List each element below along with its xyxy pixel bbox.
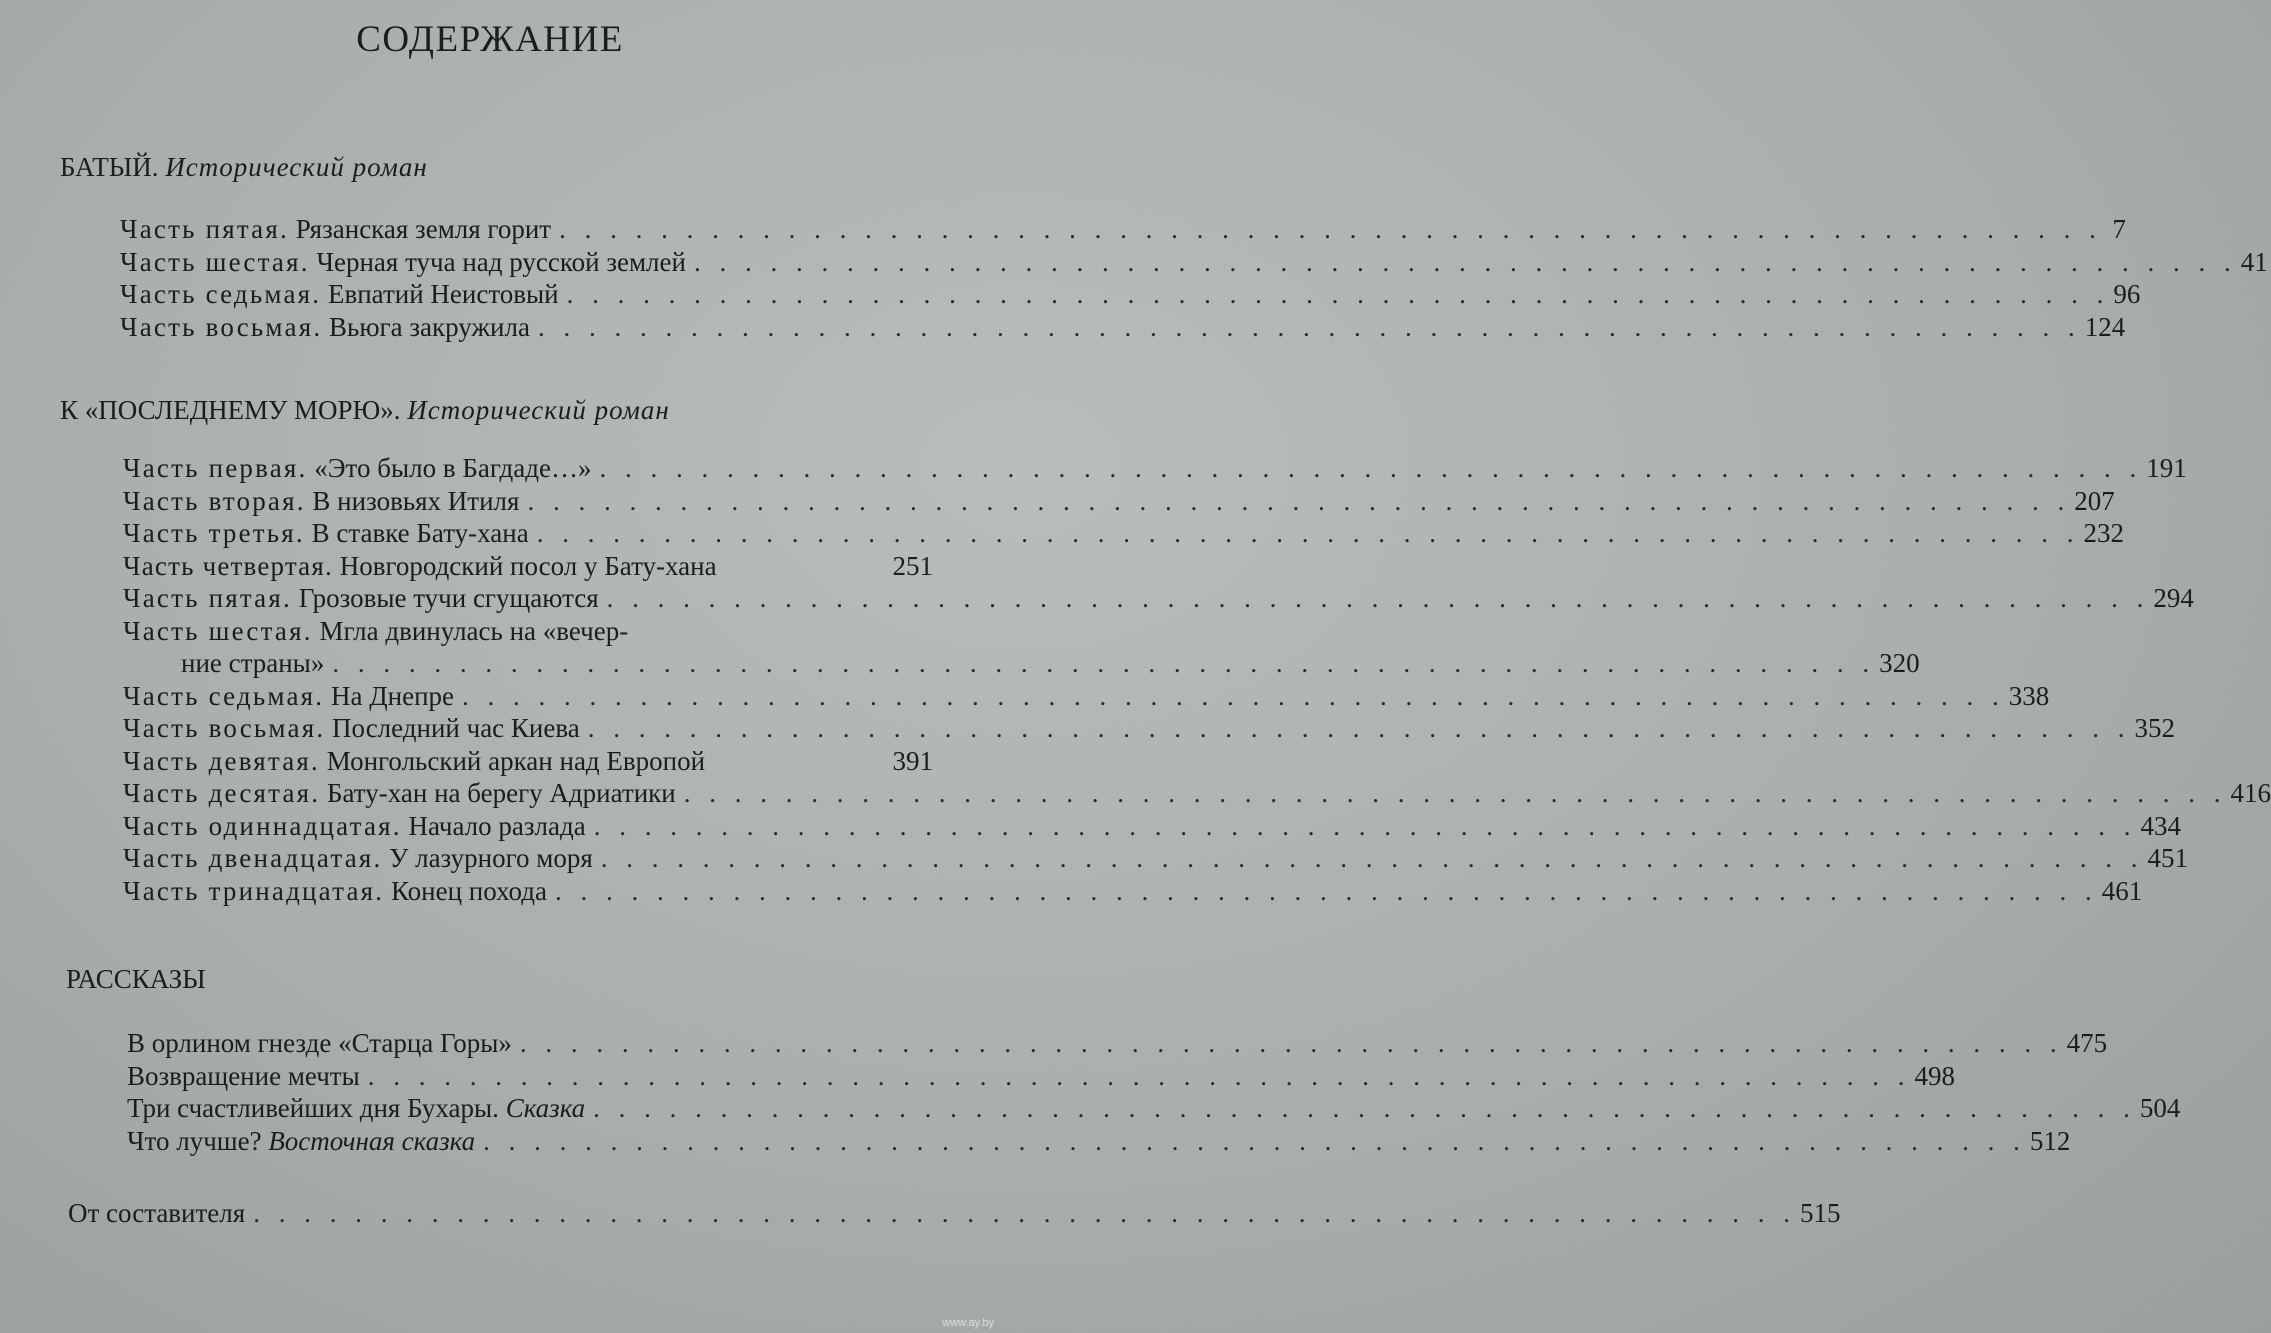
page-number: 498: [1914, 1060, 1955, 1091]
page-number: 320: [1879, 648, 1920, 678]
part-label: Часть вторая.: [123, 485, 306, 516]
part-label: Часть третья.: [123, 518, 305, 548]
part-label: Часть шестая.: [120, 246, 310, 277]
toc-entry[interactable]: [127, 1125, 2071, 1158]
entry-title: Последний час Киева: [332, 713, 580, 743]
page-number: 338: [2008, 680, 2050, 711]
part-label: Часть первая.: [123, 453, 308, 483]
dot-leader: . . . . . . . . . . . . . . . . . . . . . . . . . . . . . . . . . . . . . . . . . . . . . . . . . . . . . . . . . . . . .: [683, 778, 2227, 808]
page-title: СОДЕРЖАНИЕ: [356, 19, 624, 60]
part-label: Часть одиннадцатая.: [123, 810, 402, 841]
section-title: БАТЫЙ.: [60, 152, 159, 182]
section-entries-poslednemu-moryu: [123, 452, 2271, 907]
toc-entry[interactable]: [123, 582, 2194, 615]
toc-entry[interactable]: [123, 517, 2124, 550]
toc-entry[interactable]: [123, 712, 2175, 745]
entry-title: Бату-хан на берегу Адриатики: [327, 778, 676, 808]
page-number: 434: [2140, 810, 2181, 841]
part-label: Часть шестая.: [123, 615, 313, 646]
toc-entry[interactable]: [123, 550, 933, 583]
dot-leader: . . . . . . . . . . . . . . . . . . . . . . . . . . . . . . . . . . . . . . . . . . . . . . . . . . . . . . . . . . . . .: [332, 648, 1876, 678]
dot-leader: . . . . . . . . . . . . . . . . . . . . . . . . . . . . . . . . . . . . . . . . . . . . . . . . . . . . . . . . . . . . .: [593, 1093, 2136, 1123]
page-number: 391: [892, 745, 933, 776]
toc-entry[interactable]: [123, 615, 933, 648]
part-label: Часть четвертая.: [123, 550, 333, 581]
section-heading-rasskazy: [66, 962, 206, 996]
entry-title: Новгородский посол у Бату-хана: [339, 550, 717, 581]
section-title: РАССКАЗЫ: [66, 964, 206, 994]
entry-title: Рязанская земля горит: [295, 214, 552, 244]
part-label: Часть девятая.: [123, 745, 320, 776]
dot-leader: . . . . . . . . . . . . . . . . . . . . . . . . . . . . . . . . . . . . . . . . . . . . . . . . . . . . . . . . . . . . .: [462, 680, 2005, 711]
section-entries-rasskazy: [127, 1027, 2181, 1157]
page-number: 475: [2066, 1028, 2108, 1058]
toc-entry[interactable]: [127, 1027, 2108, 1060]
toc-entry[interactable]: [127, 1092, 2181, 1125]
entry-title: От составителя: [68, 1198, 246, 1228]
page-number: 515: [1799, 1198, 1841, 1228]
toc-entry-continuation[interactable]: [123, 647, 1920, 680]
page-number: 191: [2146, 453, 2187, 483]
toc-entry[interactable]: [123, 842, 2189, 875]
dot-leader: . . . . . . . . . . . . . . . . . . . . . . . . . . . . . . . . . . . . . . . . . . . . . . . . . . . . . . . . . . . . .: [599, 453, 2143, 483]
dot-leader: . . . . . . . . . . . . . . . . . . . . . . . . . . . . . . . . . . . . . . . . . . . . . . . . . . . . . . . . . . . . .: [483, 1125, 2026, 1156]
part-label: Часть пятая.: [123, 583, 292, 613]
entry-title: Начало разлада: [408, 810, 586, 841]
toc-entry[interactable]: [120, 213, 2126, 246]
entry-title: Возвращение мечты: [127, 1060, 360, 1091]
page-number: 7: [2112, 214, 2126, 244]
section-subtitle: Исторический роман: [407, 395, 670, 425]
toc-entry[interactable]: [123, 875, 2143, 908]
toc-entry[interactable]: [120, 246, 2268, 279]
toc-entry[interactable]: [127, 1060, 1955, 1093]
part-label: Часть седьмая.: [123, 680, 325, 711]
part-label: Часть седьмая.: [120, 279, 322, 309]
entry-title: У лазурного моря: [389, 843, 593, 873]
entry-title: Черная туча над русской землей: [316, 246, 686, 277]
dot-leader: . . . . . . . . . . . . . . . . . . . . . . . . . . . . . . . . . . . . . . . . . . . . . . . . . . . . . . . . . . . . .: [536, 518, 2080, 548]
page-number: 512: [2029, 1125, 2071, 1156]
part-label: Часть десятая.: [123, 778, 321, 808]
section-subtitle: Исторический роман: [165, 152, 428, 182]
toc-entry[interactable]: [123, 777, 2271, 810]
entry-title: На Днепре: [330, 680, 455, 711]
page-number: 96: [2113, 279, 2141, 309]
page-number: 207: [2074, 485, 2115, 516]
dot-leader: . . . . . . . . . . . . . . . . . . . . . . . . . . . . . . . . . . . . . . . . . . . . . . . . . . . . . . . . . . . . .: [606, 583, 2150, 613]
page-number: 352: [2134, 713, 2175, 743]
toc-entry[interactable]: [120, 278, 2141, 311]
toc-entry[interactable]: [123, 680, 2050, 713]
dot-leader: . . . . . . . . . . . . . . . . . . . . . . . . . . . . . . . . . . . . . . . . . . . . . . . . . . . . . . . . . . . . .: [253, 1198, 1796, 1228]
page-number: 504: [2139, 1093, 2181, 1123]
page-number: 41: [2240, 246, 2268, 277]
entry-title: В низовьях Итиля: [312, 485, 520, 516]
page-number: 124: [2084, 311, 2126, 342]
page-number: 451: [2147, 843, 2189, 873]
entry-title: «Это было в Багдаде…»: [314, 453, 592, 483]
page-number: 461: [2101, 875, 2143, 906]
dot-leader: . . . . . . . . . . . . . . . . . . . . . . . . . . . . . . . . . . . . . . . . . . . . . . . . . . . . . . . . . . . . .: [519, 1028, 2063, 1058]
dot-leader: . . . . . . . . . . . . . . . . . . . . . . . . . . . . . . . . . . . . . . . . . . . . . . . . . . . . . . . . . . . . .: [693, 246, 2237, 277]
entry-title: Грозовые тучи сгущаются: [298, 583, 599, 613]
dot-leader: . . . . . . . . . . . . . . . . . . . . . . . . . . . . . . . . . . . . . . . . . . . . . . . . . . . . . . . . . . . . .: [566, 279, 2110, 309]
entry-title: Евпатий Неистовый: [327, 279, 559, 309]
entry-genre: Сказка: [505, 1093, 586, 1123]
site-watermark: www.ay.by: [942, 1317, 994, 1329]
page-number: 416: [2230, 778, 2271, 808]
section-title: К «ПОСЛЕДНЕМУ МОРЮ».: [60, 395, 401, 425]
part-label: Часть пятая.: [120, 214, 289, 244]
entry-title: Три счастливейших дня Бухары.: [127, 1093, 499, 1123]
section-entries-batyi: [120, 213, 2268, 343]
entry-title: Мгла двинулась на «вечер-: [319, 615, 629, 646]
part-label: Часть восьмая.: [123, 713, 326, 743]
toc-entry[interactable]: [123, 810, 2181, 843]
section-heading-poslednemu-moryu: [60, 393, 670, 427]
entry-title-continuation: ние страны»: [181, 648, 325, 678]
entry-title: В ставке Бату-хана: [311, 518, 529, 548]
toc-entry-compiler[interactable]: [68, 1197, 1841, 1230]
dot-leader: . . . . . . . . . . . . . . . . . . . . . . . . . . . . . . . . . . . . . . . . . . . . . . . . . . . . . . . . . . . . .: [537, 311, 2081, 342]
toc-entry[interactable]: [123, 452, 2187, 485]
dot-leader: . . . . . . . . . . . . . . . . . . . . . . . . . . . . . . . . . . . . . . . . . . . . . . . . . . . . . . . . . . . . .: [367, 1060, 1911, 1091]
dot-leader: . . . . . . . . . . . . . . . . . . . . . . . . . . . . . . . . . . . . . . . . . . . . . . . . . . . . . . . . . . . . .: [600, 843, 2144, 873]
toc-entry[interactable]: [120, 311, 2126, 344]
closing-entry-block: [68, 1197, 1841, 1230]
entry-title: Конец похода: [391, 875, 547, 906]
toc-entry[interactable]: [123, 745, 933, 778]
page-number: 232: [2083, 518, 2124, 548]
entry-title: В орлином гнезде «Старца Горы»: [127, 1028, 512, 1058]
entry-genre: Восточная сказка: [268, 1125, 476, 1156]
dot-leader: . . . . . . . . . . . . . . . . . . . . . . . . . . . . . . . . . . . . . . . . . . . . . . . . . . . . . . . . . . . . .: [527, 485, 2071, 516]
dot-leader: . . . . . . . . . . . . . . . . . . . . . . . . . . . . . . . . . . . . . . . . . . . . . . . . . . . . . . . . . . . . .: [555, 875, 2098, 906]
entry-title: Монгольский аркан над Европой: [326, 745, 706, 776]
part-label: Часть двенадцатая.: [123, 843, 383, 873]
entry-title: Вьюга закружила: [329, 311, 530, 342]
entry-title: Что лучше?: [127, 1125, 262, 1156]
page-number: 294: [2153, 583, 2194, 613]
part-label: Часть тринадцатая.: [123, 875, 385, 906]
dot-leader: . . . . . . . . . . . . . . . . . . . . . . . . . . . . . . . . . . . . . . . . . . . . . . . . . . . . . . . . . . . . .: [593, 810, 2137, 841]
dot-leader: . . . . . . . . . . . . . . . . . . . . . . . . . . . . . . . . . . . . . . . . . . . . . . . . . . . . . . . . . . . . .: [587, 713, 2131, 743]
toc-entry[interactable]: [123, 485, 2115, 518]
part-label: Часть восьмая.: [120, 311, 323, 342]
page-number: 251: [892, 550, 933, 581]
section-heading-batyi: [60, 150, 428, 184]
dot-leader: . . . . . . . . . . . . . . . . . . . . . . . . . . . . . . . . . . . . . . . . . . . . . . . . . . . . . . . . . . . . .: [559, 214, 2102, 244]
